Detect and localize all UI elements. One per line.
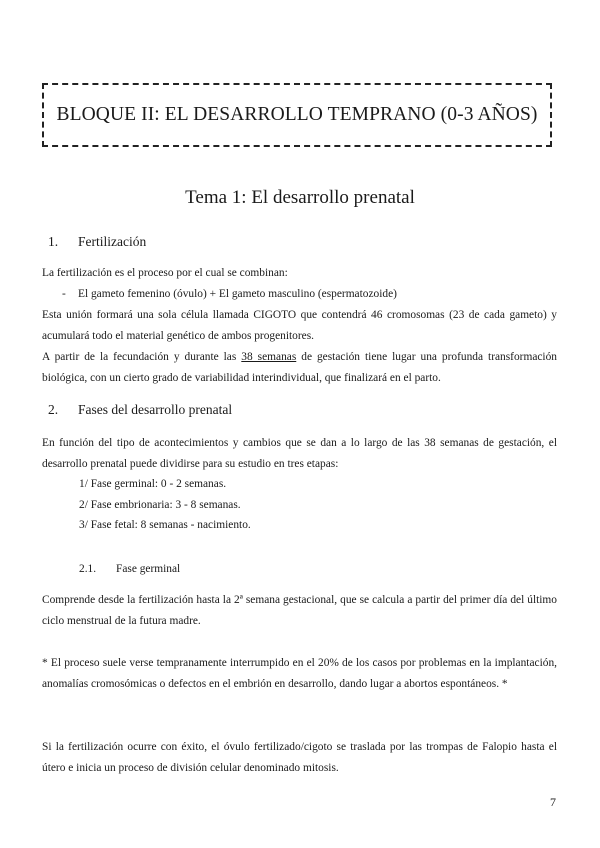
underlined-weeks: 38 semanas — [241, 351, 297, 363]
bullet-marker: - — [62, 288, 66, 300]
section-2-1-note: * El proceso suele verse tempranamente interrumpido en el 20% de los casos por problemas en la implantación, anomalías cromosómicas o defectos en el embrión en desarrollo, dando lugar a abortos espontáneos. * — [42, 657, 557, 690]
section-1-intro: La fertilización es el proceso por el cual se combinan: — [42, 267, 288, 279]
section-2-1-paragraph-2: Si la fertilización ocurre con éxito, el óvulo fertilizado/cigoto se traslada por las trompas de Falopio hasta el útero e inicia un proceso de división celular denominado mitosis. — [42, 741, 557, 774]
section-2-intro: En función del tipo de acontecimientos y cambios que se dan a lo largo de las 38 semanas de gestación, el desarrollo prenatal puede dividirse para su estudio en tres etapas: — [42, 437, 557, 470]
section-2-1-paragraph-1: Comprende desde la fertilización hasta la 2ª semana gestacional, que se calcula a partir del primer día del último ciclo menstrual de la futura madre. — [42, 594, 557, 627]
block-title: BLOQUE II: EL DESARROLLO TEMPRANO (0-3 AÑOS) — [56, 104, 538, 125]
bullet-text: El gameto femenino (óvulo) + El gameto masculino (espermatozoide) — [78, 288, 397, 300]
section-1-bullet — [62, 288, 397, 300]
section-1-number: 1. — [48, 234, 59, 249]
para2-start: A partir de la fecundación y durante las — [42, 351, 242, 363]
section-2-heading — [48, 402, 232, 418]
section-2-number: 2. — [48, 402, 59, 417]
page-number: 7 — [550, 795, 556, 809]
section-1-title: Fertilización — [78, 234, 147, 249]
tema-title: Tema 1: El desarrollo prenatal — [185, 187, 415, 208]
section-2-1-number: 2.1. — [79, 563, 97, 575]
block-title-box — [42, 83, 552, 147]
phase-item: 2/ Fase embrionaria: 3 - 8 semanas. — [79, 499, 241, 511]
section-2-1-heading — [79, 563, 180, 575]
section-1-heading — [48, 234, 146, 250]
para2-end: de gestación tiene lugar una profunda transformación biológica, con un cierto grado de variabilidad interindividual, que finalizará en el parto. — [42, 351, 557, 384]
section-1-paragraph-2 — [42, 347, 557, 389]
section-2-title: Fases del desarrollo prenatal — [78, 402, 233, 417]
section-1-paragraph-1: Esta unión formará una sola célula llamada CIGOTO que contendrá 46 cromosomas (23 de cada gameto) y acumulará todo el material genético de ambos progenitores. — [42, 309, 557, 342]
section-2-1-title: Fase germinal — [116, 563, 181, 575]
phase-item: 1/ Fase germinal: 0 - 2 semanas. — [79, 478, 227, 490]
phase-item: 3/ Fase fetal: 8 semanas - nacimiento. — [79, 519, 251, 531]
